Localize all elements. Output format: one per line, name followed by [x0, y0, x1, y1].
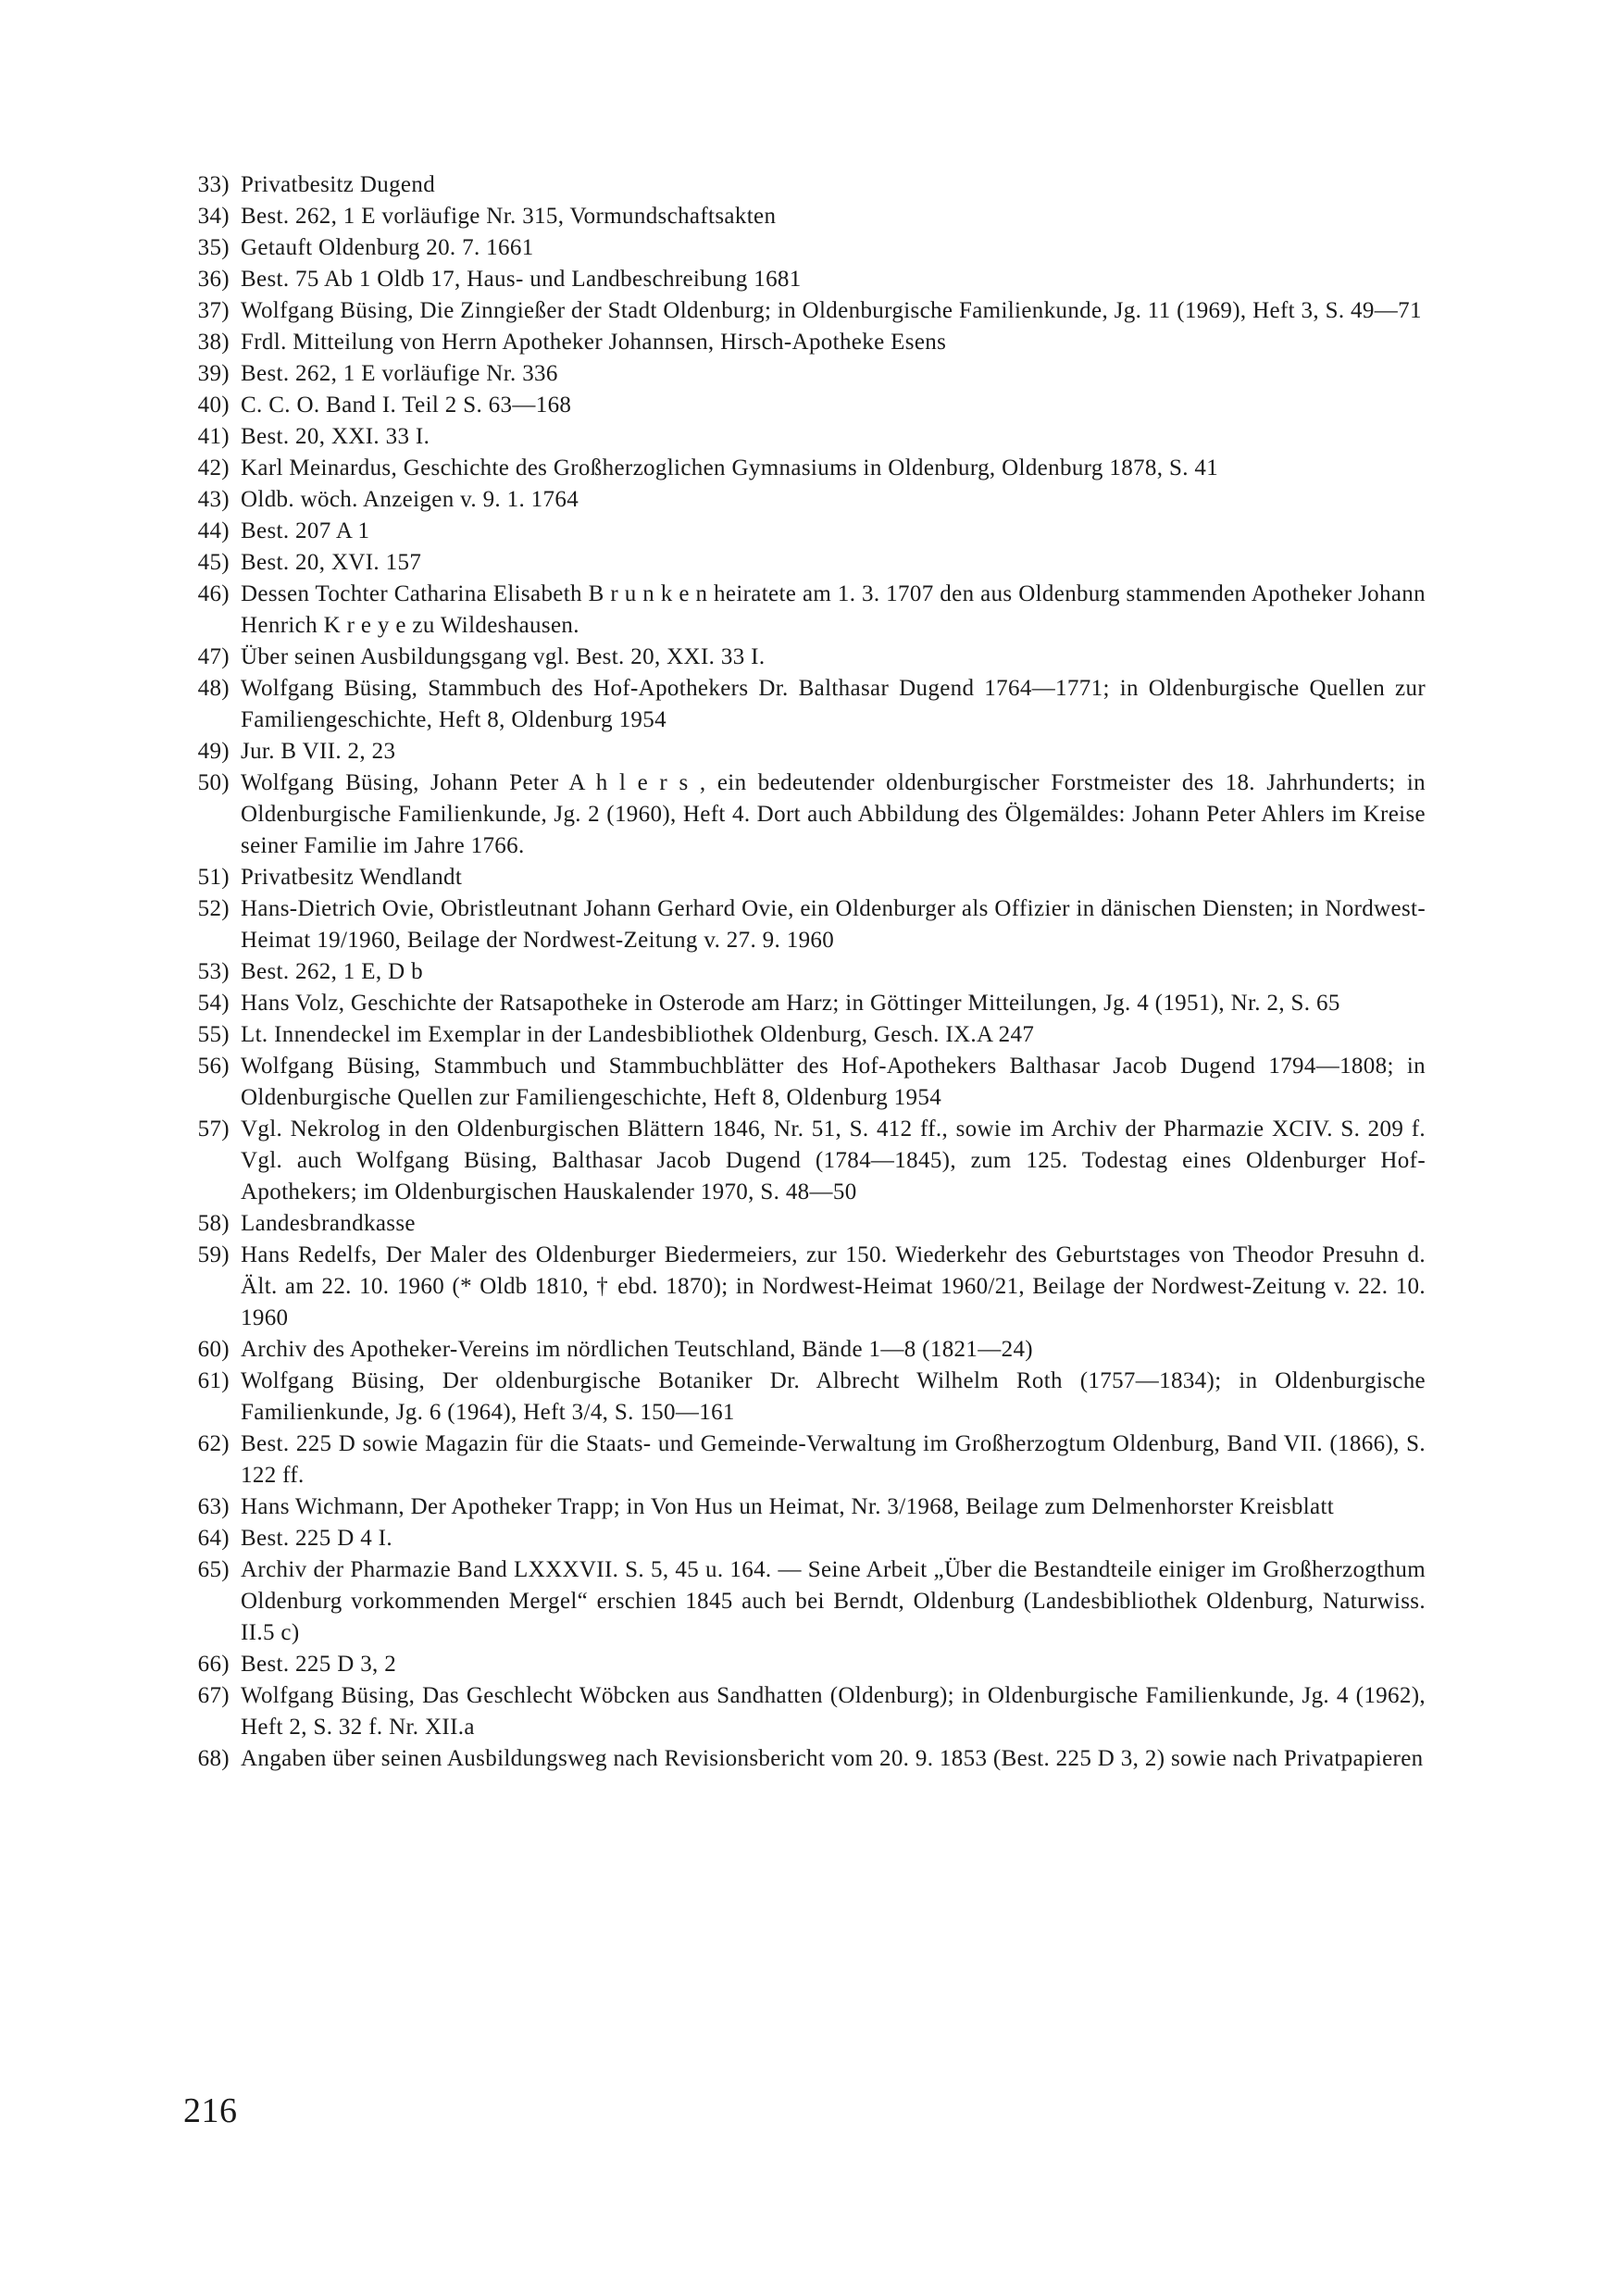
footnote-number: 47) [197, 644, 230, 669]
footnote-text: Wolfgang Büsing, Das Geschlecht Wöbcken aus Sandhatten (Oldenburg); in Oldenburgische Familienkunde, Jg. 4 (1962), Heft 2, S. 32 f. Nr. XII.a [241, 1683, 1426, 1740]
footnote-text: Frdl. Mitteilung von Herrn Apotheker Johannsen, Hirsch-Apotheke Esens [241, 330, 947, 355]
footnote-number: 66) [197, 1652, 230, 1677]
footnote-item [193, 579, 1426, 642]
footnote-item [193, 736, 1426, 767]
footnote-item [193, 1334, 1426, 1366]
footnote-item [193, 642, 1426, 673]
footnote-number: 64) [197, 1526, 230, 1551]
footnote-text: Landesbrandkasse [241, 1211, 416, 1236]
footnote-number: 36) [197, 267, 230, 292]
footnote-number: 39) [197, 361, 230, 386]
footnote-text: Best. 75 Ab 1 Oldb 17, Haus- und Landbeschreibung 1681 [241, 267, 802, 292]
footnote-number: 45) [197, 550, 230, 575]
footnote-number: 67) [197, 1683, 230, 1708]
footnote-item [193, 893, 1426, 956]
footnote-item [193, 1680, 1426, 1743]
footnote-item [193, 956, 1426, 988]
footnote-number: 38) [197, 330, 230, 355]
footnote-text: Best. 262, 1 E, D b [241, 959, 423, 984]
footnote-text: Best. 225 D sowie Magazin für die Staats- und Gemeinde-Verwaltung im Großherzogtum Oldenburg, Band VII. (1866), S. 122 ff. [241, 1431, 1426, 1488]
footnote-item [193, 767, 1426, 862]
footnote-text: Vgl. Nekrolog in den Oldenburgischen Blättern 1846, Nr. 51, S. 412 ff., sowie im Archiv der Pharmazie XCIV. S. 209 f. Vgl. auch Wolfgang Büsing, Balthasar Jacob Dugend (1784—1845), zum 125. Todestag eines Oldenburger Hof-Apothekers; im Oldenburgischen Hauskalender 1970, S. 48—50 [241, 1117, 1426, 1204]
footnote-number: 60) [197, 1337, 230, 1362]
footnote-number: 48) [197, 676, 230, 701]
footnote-number: 34) [197, 204, 230, 229]
footnote-text: Best. 262, 1 E vorläufige Nr. 336 [241, 361, 558, 386]
footnote-text: Best. 207 A 1 [241, 518, 370, 543]
page-number: 216 [183, 2091, 238, 2130]
footnote-item [193, 1114, 1426, 1208]
footnote-text: Best. 20, XXI. 33 I. [241, 424, 430, 449]
footnote-number: 51) [197, 865, 230, 890]
footnote-number: 65) [197, 1557, 230, 1582]
footnote-number: 56) [197, 1054, 230, 1079]
footnote-text: Karl Meinardus, Geschichte des Großherzoglichen Gymnasiums in Oldenburg, Oldenburg 1878, S. 41 [241, 455, 1219, 480]
footnote-item [193, 358, 1426, 390]
footnote-item [193, 1554, 1426, 1649]
footnote-text: Best. 262, 1 E vorläufige Nr. 315, Vormundschaftsakten [241, 204, 777, 229]
footnote-text: Wolfgang Büsing, Johann Peter A h l e r s , ein bedeutender oldenburgischer Forstmeister des 18. Jahrhunderts; in Oldenburgische Familienkunde, Jg. 2 (1960), Heft 4. Dort auch Abbildung des Ölgemäldes: Johann Peter Ahlers im Kreise seiner Familie im Jahre 1766. [241, 770, 1426, 858]
footnote-text: Best. 20, XVI. 157 [241, 550, 422, 575]
footnote-item [193, 1366, 1426, 1429]
footnote-number: 52) [197, 896, 230, 921]
footnote-item [193, 516, 1426, 547]
footnote-number: 35) [197, 235, 230, 260]
footnote-item [193, 1429, 1426, 1491]
footnote-number: 61) [197, 1368, 230, 1393]
footnote-number: 59) [197, 1242, 230, 1267]
footnote-item [193, 169, 1426, 201]
footnote-list [193, 169, 1426, 1775]
footnote-text: Über seinen Ausbildungsgang vgl. Best. 20, XXI. 33 I. [241, 644, 766, 669]
footnote-item [193, 1743, 1426, 1775]
footnote-number: 50) [197, 770, 230, 795]
footnote-item [193, 547, 1426, 579]
footnote-item [193, 295, 1426, 327]
footnote-text: Hans Wichmann, Der Apotheker Trapp; in Von Hus un Heimat, Nr. 3/1968, Beilage zum Delmenhorster Kreisblatt [241, 1494, 1335, 1519]
footnote-text: Angaben über seinen Ausbildungsweg nach Revisionsbericht vom 20. 9. 1853 (Best. 225 D 3, 2) sowie nach Privatpapieren [241, 1746, 1424, 1771]
footnote-item [193, 1240, 1426, 1334]
footnote-number: 58) [197, 1211, 230, 1236]
footnote-item [193, 264, 1426, 295]
footnote-number: 63) [197, 1494, 230, 1519]
footnote-number: 33) [197, 172, 230, 197]
footnote-item [193, 453, 1426, 484]
footnote-number: 55) [197, 1022, 230, 1047]
footnote-text: Hans Volz, Geschichte der Ratsapotheke in Osterode am Harz; in Göttinger Mitteilungen, Jg. 4 (1951), Nr. 2, S. 65 [241, 991, 1340, 1016]
footnote-item [193, 1491, 1426, 1523]
footnote-number: 43) [197, 487, 230, 512]
footnote-text: Best. 225 D 4 I. [241, 1526, 392, 1551]
footnote-text: Hans Redelfs, Der Maler des Oldenburger Biedermeiers, zur 150. Wiederkehr des Geburtstages von Theodor Presuhn d. Ält. am 22. 10. 1960 (* Oldb 1810, † ebd. 1870); in Nordwest-Heimat 1960/21, Beilage der Nordwest-Zeitung v. 22. 10. 1960 [241, 1242, 1426, 1330]
footnote-text: Getauft Oldenburg 20. 7. 1661 [241, 235, 534, 260]
footnote-number: 53) [197, 959, 230, 984]
footnote-item [193, 988, 1426, 1019]
footnote-text: Privatbesitz Dugend [241, 172, 436, 197]
footnote-item [193, 421, 1426, 453]
footnote-item [193, 327, 1426, 358]
footnote-item [193, 232, 1426, 264]
footnote-number: 62) [197, 1431, 230, 1456]
footnote-text: C. C. O. Band I. Teil 2 S. 63—168 [241, 393, 572, 418]
footnote-item [193, 1649, 1426, 1680]
footnote-text: Archiv der Pharmazie Band LXXXVII. S. 5, 45 u. 164. — Seine Arbeit „Über die Bestandteile einiger im Großherzogthum Oldenburg vorkommenden Mergel“ erschien 1845 auch bei Berndt, Oldenburg (Landesbibliothek Oldenburg, Naturwiss. II.5 c) [241, 1557, 1426, 1645]
footnote-number: 54) [197, 991, 230, 1016]
footnote-item [193, 862, 1426, 893]
footnote-text: Wolfgang Büsing, Stammbuch und Stammbuchblätter des Hof-Apothekers Balthasar Jacob Dugend 1794—1808; in Oldenburgische Quellen zur Familiengeschichte, Heft 8, Oldenburg 1954 [241, 1054, 1426, 1110]
footnote-item [193, 484, 1426, 516]
footnote-number: 68) [197, 1746, 230, 1771]
footnote-number: 42) [197, 455, 230, 480]
footnote-number: 40) [197, 393, 230, 418]
footnote-text: Jur. B VII. 2, 23 [241, 739, 396, 764]
footnote-text: Best. 225 D 3, 2 [241, 1652, 397, 1677]
footnote-text: Wolfgang Büsing, Die Zinngießer der Stadt Oldenburg; in Oldenburgische Familienkunde, Jg. 11 (1969), Heft 3, S. 49—71 [241, 298, 1422, 323]
footnote-item [193, 1051, 1426, 1114]
footnote-item [193, 201, 1426, 232]
footnote-item [193, 1019, 1426, 1051]
footnote-text: Oldb. wöch. Anzeigen v. 9. 1. 1764 [241, 487, 579, 512]
footnote-item [193, 673, 1426, 736]
footnote-text: Archiv des Apotheker-Vereins im nördlichen Teutschland, Bände 1—8 (1821—24) [241, 1337, 1033, 1362]
footnote-text: Lt. Innendeckel im Exemplar in der Landesbibliothek Oldenburg, Gesch. IX.A 247 [241, 1022, 1035, 1047]
footnote-number: 57) [197, 1117, 230, 1142]
footnote-number: 44) [197, 518, 230, 543]
footnote-number: 46) [197, 581, 230, 606]
footnote-text: Privatbesitz Wendlandt [241, 865, 463, 890]
footnote-number: 41) [197, 424, 230, 449]
footnote-item [193, 390, 1426, 421]
footnote-item [193, 1208, 1426, 1240]
footnote-text: Wolfgang Büsing, Stammbuch des Hof-Apothekers Dr. Balthasar Dugend 1764—1771; in Oldenburgische Quellen zur Familiengeschichte, Heft 8, Oldenburg 1954 [241, 676, 1426, 732]
footnote-text: Dessen Tochter Catharina Elisabeth B r u n k e n heiratete am 1. 3. 1707 den aus Oldenburg stammenden Apotheker Johann Henrich K r e y e zu Wildeshausen. [241, 581, 1426, 638]
footnote-number: 49) [197, 739, 230, 764]
footnote-number: 37) [197, 298, 230, 323]
footnote-text: Hans-Dietrich Ovie, Obristleutnant Johann Gerhard Ovie, ein Oldenburger als Offizier in dänischen Diensten; in Nordwest-Heimat 19/1960, Beilage der Nordwest-Zeitung v. 27. 9. 1960 [241, 896, 1426, 953]
footnote-text: Wolfgang Büsing, Der oldenburgische Botaniker Dr. Albrecht Wilhelm Roth (1757—1834); in Oldenburgische Familienkunde, Jg. 6 (1964), Heft 3/4, S. 150—161 [241, 1368, 1426, 1425]
footnote-item [193, 1523, 1426, 1554]
